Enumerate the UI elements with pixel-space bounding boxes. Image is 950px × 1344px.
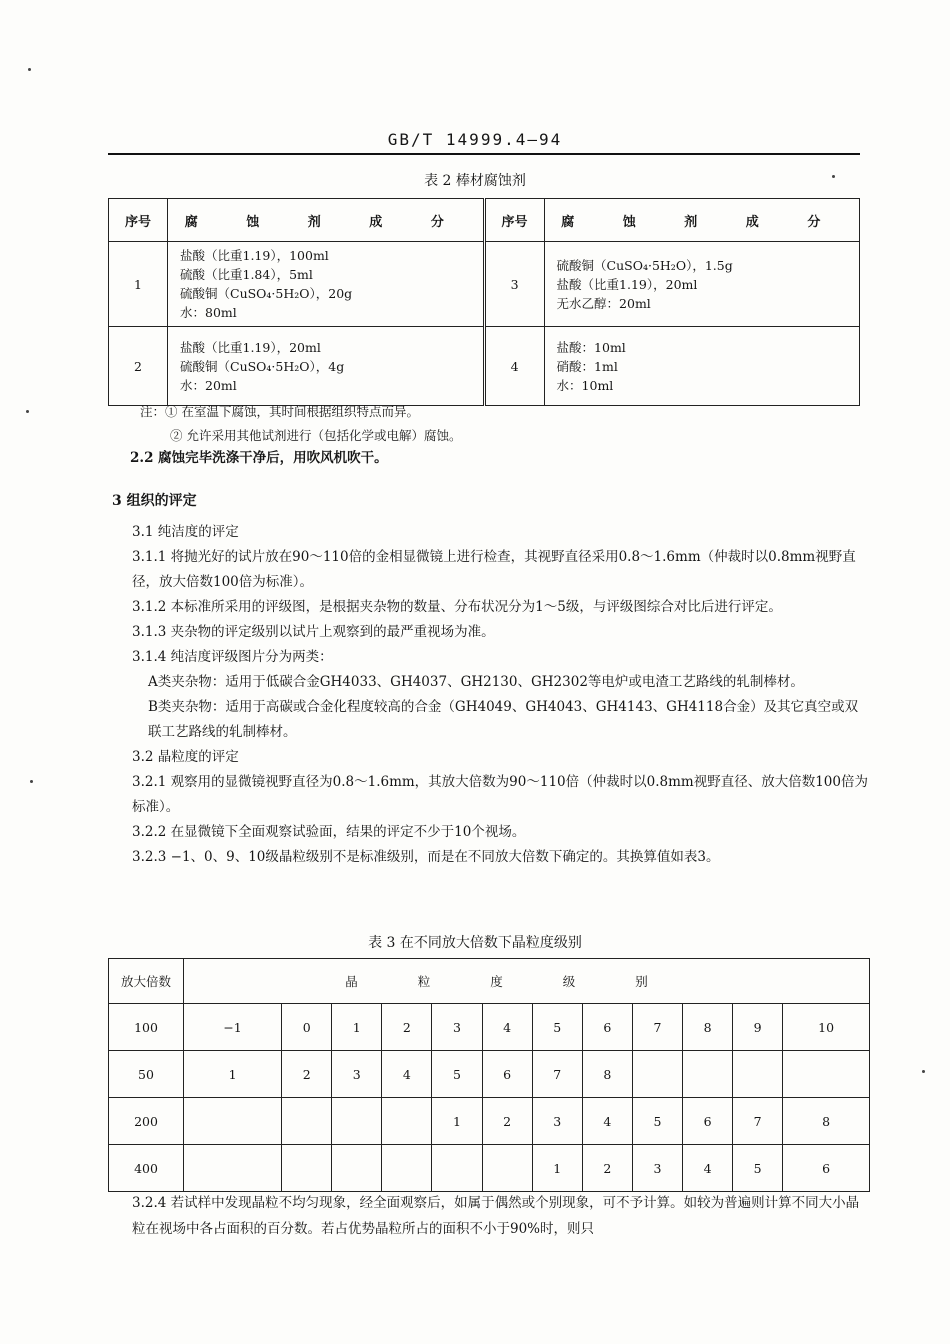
t3-col-mag: 放大倍数 <box>109 959 184 1004</box>
section-3-body <box>112 520 870 870</box>
table-row <box>109 1051 870 1098</box>
table2-caption: 表 2 棒材腐蚀剂 <box>424 173 526 189</box>
t3-grade-cell <box>682 1051 732 1098</box>
para-3-1: 3.1 纯洁度的评定 <box>132 524 239 540</box>
para-3-2-4: 3.2.4 若试样中发现晶粒不均匀现象，经全面观察后，如属于偶然或个别现象，可不予计算。如较为普遍则计算不同大小晶粒在视场中各占面积的百分数。若占优势晶粒所占的面积不小于90%时，则只 <box>132 1195 860 1237</box>
t3-grade-cell: 5 <box>632 1098 682 1145</box>
t3-body <box>109 1004 870 1192</box>
t3-grade-cell: 2 <box>582 1145 632 1192</box>
page-header: GB/T 14999.4—94 <box>387 130 563 149</box>
t2-col-content-label-2: 腐 蚀 剂 成 分 <box>561 214 843 230</box>
table-row <box>109 327 860 406</box>
t2-line: 硫酸铜（CuSO₄·5H₂O），20g <box>180 286 353 301</box>
t3-grade-cell: 5 <box>532 1004 582 1051</box>
t2-line: 硝酸：1ml <box>556 358 618 374</box>
scan-speck <box>832 175 835 178</box>
t3-grade-cell <box>783 1051 870 1098</box>
t2-line: 硫酸（比重1.84），5ml <box>180 267 313 282</box>
table-row <box>109 1098 870 1145</box>
t2-row4-content <box>544 327 859 406</box>
t3-grade-cell <box>282 1098 332 1145</box>
table-row <box>109 1145 870 1192</box>
t3-grade-cell: 4 <box>582 1098 632 1145</box>
t3-grade-cell: 4 <box>382 1051 432 1098</box>
t3-grade-cell: 2 <box>282 1051 332 1098</box>
scan-speck <box>28 68 31 71</box>
t3-grade-cell <box>184 1145 282 1192</box>
t3-grade-cell: 4 <box>682 1145 732 1192</box>
para-3-2-4-container <box>112 1190 870 1242</box>
t3-grade-cell: 1 <box>332 1004 382 1051</box>
t2-col-content-label: 腐 蚀 剂 成 分 <box>184 214 466 230</box>
t2-line: 水：20ml <box>180 377 237 393</box>
t3-grade-cell: 8 <box>582 1051 632 1098</box>
t3-grade-cell <box>482 1145 532 1192</box>
t3-grade-cell: 1 <box>532 1145 582 1192</box>
t3-grade-cell: 1 <box>184 1051 282 1098</box>
t3-grade-cell <box>184 1098 282 1145</box>
t3-grade-cell <box>432 1145 482 1192</box>
t3-grade-cell: 7 <box>532 1051 582 1098</box>
t3-grade-cell: 3 <box>632 1145 682 1192</box>
t3-mag-cell: 50 <box>109 1051 184 1098</box>
t2-row3-no: 3 <box>484 242 544 327</box>
t2-line: 硫酸铜（CuSO₄·5H₂O），1.5g <box>556 257 733 273</box>
t3-grade-cell: 6 <box>482 1051 532 1098</box>
t3-grade-cell <box>632 1051 682 1098</box>
para-3-1-1: 3.1.1 将抛光好的试片放在90～110倍的金相显微镜上进行检查，其视野直径采用0.8～1.6mm（仲裁时以0.8mm视野直径，放大倍数100倍为标准）。 <box>132 549 856 590</box>
t3-mag-cell: 400 <box>109 1145 184 1192</box>
t2-row2-content <box>168 327 485 406</box>
note-1: 注：① 在室温下腐蚀，其时间根据组织特点而异。 <box>140 404 419 419</box>
t2-line: 硫酸铜（CuSO₄·5H₂O），4g <box>180 358 345 374</box>
para-3-1-4: 3.1.4 纯洁度评级图片分为两类： <box>132 649 333 665</box>
t3-grade-cell: 0 <box>282 1004 332 1051</box>
t3-col-grade <box>184 959 870 1004</box>
t3-grade-cell: 5 <box>432 1051 482 1098</box>
table-row <box>109 242 860 327</box>
t3-grade-cell: 2 <box>382 1004 432 1051</box>
t2-line: 无水乙醇：20ml <box>556 295 651 311</box>
t2-row2-no: 2 <box>109 327 168 406</box>
t3-grade-cell: 8 <box>682 1004 732 1051</box>
t3-grade-cell: 6 <box>682 1098 732 1145</box>
t3-grade-cell <box>332 1098 382 1145</box>
t3-col-grade-label: 晶粒度级别 <box>345 974 708 989</box>
para-3-2-2: 3.2.2 在显微镜下全面观察试验面，结果的评定不少于10个视场。 <box>132 824 526 840</box>
para-2-2: 2.2 腐蚀完毕洗涤干净后，用吹风机吹干。 <box>130 450 388 466</box>
t3-grade-cell <box>332 1145 382 1192</box>
section-3-heading: 3 组织的评定 <box>112 493 197 509</box>
t2-line: 盐酸：10ml <box>556 339 626 355</box>
para-3-1-2: 3.1.2 本标准所采用的评级图，是根据夹杂物的数量、分布状况分为1～5级，与评级图综合对比后进行评定。 <box>132 599 782 615</box>
t2-line: 盐酸（比重1.19），20ml <box>180 339 321 355</box>
t2-col-content <box>168 199 485 242</box>
t3-grade-cell: 7 <box>632 1004 682 1051</box>
para-3-2-1: 3.2.1 观察用的显微镜视野直径为0.8～1.6mm，其放大倍数为90～110倍（仲裁时以0.8mm视野直径、放大倍数100倍为标准）。 <box>132 774 868 815</box>
table2-notes <box>140 400 461 448</box>
t3-grade-cell: −1 <box>184 1004 282 1051</box>
t3-grade-cell: 10 <box>783 1004 870 1051</box>
t3-grade-cell: 4 <box>482 1004 532 1051</box>
t3-grade-cell <box>382 1098 432 1145</box>
table3-grain-size <box>108 958 870 1192</box>
t2-col-content-2 <box>544 199 859 242</box>
t2-col-no: 序号 <box>109 199 168 242</box>
t3-grade-cell: 3 <box>432 1004 482 1051</box>
t3-grade-cell: 1 <box>432 1098 482 1145</box>
t3-grade-cell: 9 <box>733 1004 783 1051</box>
header-rule <box>108 153 860 155</box>
t3-grade-cell: 6 <box>582 1004 632 1051</box>
para-3-1-3: 3.1.3 夹杂物的评定级别以试片上观察到的最严重视场为准。 <box>132 624 495 640</box>
t3-grade-cell: 3 <box>532 1098 582 1145</box>
scan-speck <box>922 1070 925 1073</box>
t3-mag-cell: 100 <box>109 1004 184 1051</box>
scan-speck <box>30 780 33 783</box>
para-class-b: B类夹杂物：适用于高碳或合金化程度较高的合金（GH4049、GH4043、GH4143、GH4118合金）及其它真空或双联工艺路线的轧制棒材。 <box>148 699 859 740</box>
t2-row3-content <box>544 242 859 327</box>
t3-grade-cell: 8 <box>783 1098 870 1145</box>
t3-grade-cell: 6 <box>783 1145 870 1192</box>
t2-row1-content <box>168 242 485 327</box>
t2-row4-no: 4 <box>484 327 544 406</box>
note-2: ② 允许采用其他试剂进行（包括化学或电解）腐蚀。 <box>170 428 462 443</box>
t2-line: 盐酸（比重1.19），100ml <box>180 248 329 263</box>
t2-col-no-2: 序号 <box>484 199 544 242</box>
t3-grade-cell: 7 <box>733 1098 783 1145</box>
table-row <box>109 1004 870 1051</box>
t3-mag-cell: 200 <box>109 1098 184 1145</box>
t3-grade-cell <box>382 1145 432 1192</box>
t3-grade-cell <box>733 1051 783 1098</box>
para-3-2-3: 3.2.3 −1、0、9、10级晶粒级别不是标准级别，而是在不同放大倍数下确定的。其换算值如表3。 <box>132 849 720 865</box>
t2-line: 水：10ml <box>556 377 614 393</box>
scan-speck <box>26 410 29 413</box>
t2-line: 水：80ml <box>180 305 237 320</box>
t2-line: 盐酸（比重1.19），20ml <box>556 276 698 292</box>
t3-grade-cell <box>282 1145 332 1192</box>
table3-caption: 表 3 在不同放大倍数下晶粒度级别 <box>368 935 582 951</box>
t3-grade-cell: 3 <box>332 1051 382 1098</box>
t3-grade-cell: 5 <box>733 1145 783 1192</box>
t3-grade-cell: 2 <box>482 1098 532 1145</box>
table2-etchants <box>108 198 860 406</box>
para-3-2: 3.2 晶粒度的评定 <box>132 749 239 765</box>
para-class-a: A类夹杂物：适用于低碳合金GH4033、GH4037、GH2130、GH2302等电炉或电渣工艺路线的轧制棒材。 <box>148 674 804 690</box>
t2-row1-no: 1 <box>109 242 168 327</box>
